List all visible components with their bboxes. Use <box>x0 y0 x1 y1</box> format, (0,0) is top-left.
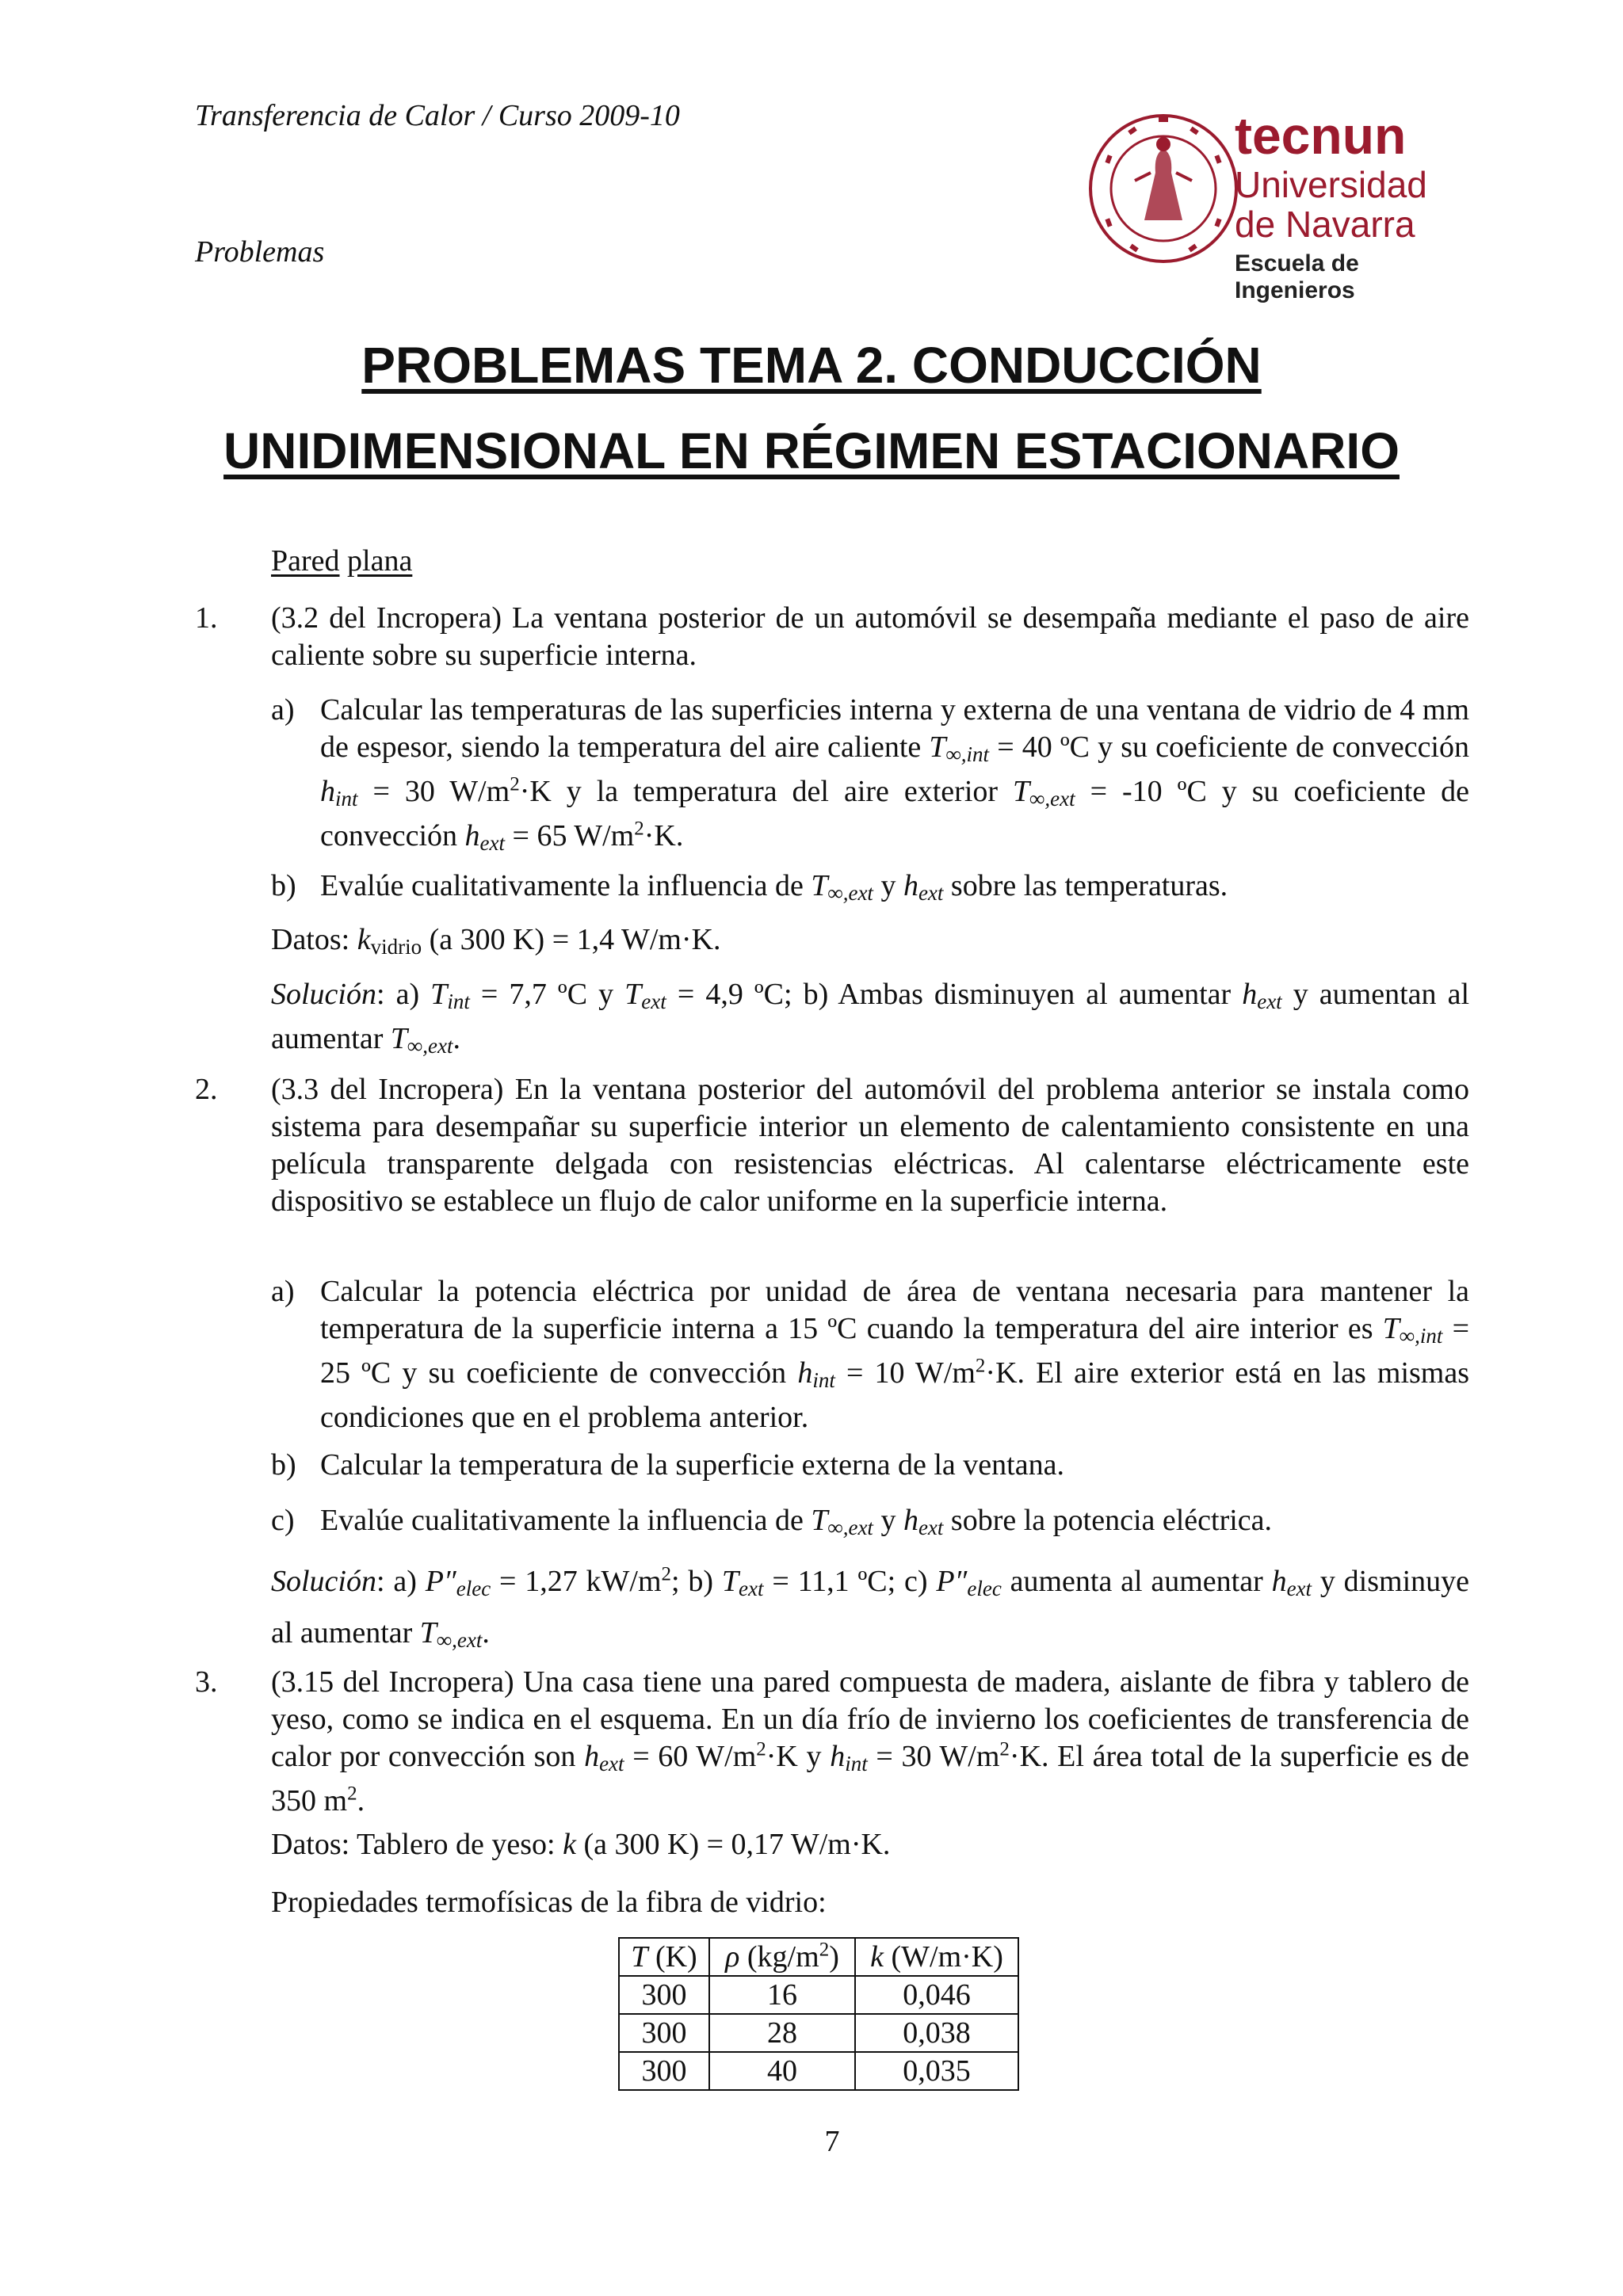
p2-sol-t1: : a) <box>376 1565 426 1598</box>
p3-datos-k: k <box>563 1828 576 1861</box>
p3-i-sup: 2 <box>999 1738 1010 1760</box>
logo-line2: de Navarra <box>1235 204 1415 245</box>
p1b-sub: ∞,ext <box>827 881 873 905</box>
p2-sol-sym: T <box>721 1565 739 1598</box>
table-cell: 28 <box>709 2014 855 2052</box>
p1-sol-sym: T <box>430 978 448 1011</box>
problem-2a-text <box>320 1273 1469 1436</box>
p2a-t1: Calcular la potencia eléctrica por unidad de área de ventana necesaria para mantener la temperatura de la superficie interna a 15 ºC cuando la temperatura del aire interior es <box>320 1275 1469 1345</box>
p1a-sym: T <box>1013 775 1030 808</box>
p2a-sym: h <box>797 1356 813 1390</box>
p2-sol-label: Solución <box>271 1565 376 1598</box>
p2a-sup: 2 <box>975 1355 986 1377</box>
p2-sol-t3: ; b) <box>671 1565 722 1598</box>
p2-sol-sub: ext <box>739 1577 764 1600</box>
p1-sol-t5: . <box>453 1022 460 1055</box>
problem-3-props-label: Propiedades termofísicas de la fibra de vidrio: <box>271 1886 827 1919</box>
th3-sym: k <box>870 1940 884 1974</box>
problem-1-intro: (3.2 del Incropera) La ventana posterior de un automóvil se desempaña mediante el paso de aire caliente sobre su superficie interna. <box>271 601 1469 672</box>
problem-1-number: 1. <box>195 601 218 635</box>
p1a-t6: = 65 W/m <box>505 819 635 852</box>
p1-sol-sym: h <box>1242 978 1258 1011</box>
table-header-cell <box>709 1938 855 1976</box>
page-title-line1: PROBLEMAS TEMA 2. CONDUCCIÓN <box>361 337 1262 394</box>
p2-sol-sub: elec <box>967 1577 1002 1600</box>
p3-i-sub: ext <box>599 1752 624 1775</box>
p2c-t3: sobre la potencia eléctrica. <box>943 1504 1273 1537</box>
logo-line1: Universidad <box>1235 164 1427 205</box>
table-header-cell <box>619 1938 709 1976</box>
p1b-sym: T <box>811 869 828 902</box>
university-seal-icon <box>1087 93 1246 284</box>
p2a-sub: ∞,int <box>1399 1324 1443 1348</box>
p1a-sym: h <box>320 775 335 808</box>
problem-2c-text <box>320 1502 1469 1547</box>
p1a-t7: ·K. <box>643 819 684 852</box>
p2c-sym: T <box>811 1504 828 1537</box>
p2a-sub: int <box>812 1368 835 1392</box>
university-logo <box>1087 93 1484 303</box>
th2-close: ) <box>829 1940 839 1974</box>
th1-sym: T <box>631 1940 648 1974</box>
section-heading-word1: Pared <box>271 544 340 578</box>
problem-3-number: 3. <box>195 1665 218 1699</box>
p2-sol-sub: elec <box>456 1577 491 1600</box>
p1-sol-sub: int <box>447 990 470 1013</box>
p2a-t4: ·K. El aire exterior está en las mismas condiciones que en el problema anterior. <box>320 1356 1469 1434</box>
p1a-t3: = 30 W/m <box>357 775 510 808</box>
p3-i-sym: h <box>830 1740 846 1773</box>
p1-datos-sub: vidrio <box>370 935 422 959</box>
p1a-sub: ext <box>479 831 506 855</box>
p1b-sub: ext <box>918 881 944 905</box>
p1a-sup: 2 <box>510 773 520 795</box>
p2-sol-sym: P″ <box>936 1565 968 1598</box>
p1a-sym: h <box>464 819 480 852</box>
p1-sol-sub: ext <box>641 990 666 1013</box>
properties-table-wrapper <box>618 1937 1019 2091</box>
p2-sol-sym: P″ <box>425 1565 456 1598</box>
p1-sol-sym: T <box>624 978 642 1011</box>
p1-sol-t4: y aumentan al aumentar <box>271 978 1470 1055</box>
p1b-t3: sobre las temperaturas. <box>943 869 1228 902</box>
p2-sol-sym: T <box>419 1616 437 1650</box>
problem-2-number: 2. <box>195 1073 218 1106</box>
p1a-sub: ∞,int <box>945 742 990 766</box>
logo-line3: Escuela de Ingenieros <box>1235 250 1359 303</box>
p1-datos-label: Datos: <box>271 923 357 956</box>
p1-sol-t3: = 4,9 ºC; b) Ambas disminuyen al aumentar <box>666 978 1243 1011</box>
problem-1a-text <box>320 692 1469 862</box>
p2a-t3: = 10 W/m <box>834 1356 976 1390</box>
table-cell: 0,038 <box>855 2014 1018 2052</box>
p2-sol-t4: = 11,1 ºC; c) <box>763 1565 937 1598</box>
p2-sol-t6: y disminuye al aumentar <box>271 1565 1470 1650</box>
th2-sup: 2 <box>819 1939 830 1961</box>
table-cell: 300 <box>619 1976 709 2014</box>
p1-sol-label: Solución <box>271 978 376 1011</box>
p2-sol-sub: ∞,ext <box>436 1628 483 1652</box>
table-header-row <box>619 1938 1018 1976</box>
logo-brand: tecnun <box>1235 106 1407 165</box>
p2c-t1: Evalúe cualitativamente la influencia de <box>320 1504 812 1537</box>
p2c-sub: ∞,ext <box>827 1516 873 1539</box>
p1a-sub: ∞,ext <box>1029 787 1075 810</box>
problem-1-solution <box>271 976 1469 1065</box>
p1-datos-k: k <box>357 923 371 956</box>
p1-sol-sym: T <box>390 1022 408 1055</box>
th2-sym: ρ <box>725 1940 740 1974</box>
p1a-sup: 2 <box>634 818 644 840</box>
p1a-sub: int <box>335 787 358 810</box>
p1-datos-rest: (a 300 K) = 1,4 W/m·K. <box>422 923 721 956</box>
p1-sol-t2: = 7,7 ºC y <box>469 978 625 1011</box>
th3-unit: (W/m·K) <box>883 1940 1003 1974</box>
problem-1b-label: b) <box>271 869 296 902</box>
p3-i-t5: ·K. El área total de la superficie es de 350 m <box>271 1740 1469 1817</box>
table-row <box>619 2014 1018 2052</box>
p1b-sym: h <box>903 869 918 902</box>
p2c-sym: h <box>903 1504 918 1537</box>
problem-1-datos <box>271 921 721 966</box>
table-cell: 16 <box>709 1976 855 2014</box>
p3-i-t1: (3.15 del Incropera) Una casa tiene una pared compuesta de madera, aislante de fibra y tablero de yeso, como se indica en el esquema. En un día frío de invierno los coeficientes de transferencia de calor por convección son <box>271 1665 1469 1773</box>
p2-sol-sup: 2 <box>661 1563 672 1585</box>
problem-3-datos <box>271 1826 890 1863</box>
section-heading <box>271 543 412 580</box>
p1-sol-sub: ∞,ext <box>407 1034 453 1058</box>
p3-i-t2: = 60 W/m <box>624 1740 757 1773</box>
p1b-t2: y <box>873 869 903 902</box>
p3-i-sym: h <box>584 1740 600 1773</box>
p3-i-t6: . <box>357 1784 365 1817</box>
table-header-cell <box>855 1938 1018 1976</box>
p1a-sym: T <box>929 730 946 764</box>
p3-i-sup: 2 <box>347 1783 357 1805</box>
problem-2b-text: Calcular la temperatura de la superficie externa de la ventana. <box>320 1448 1064 1482</box>
th1-unit: (K) <box>647 1940 697 1974</box>
problem-3-intro <box>271 1664 1469 1820</box>
p2c-sub: ext <box>918 1516 944 1539</box>
problem-2-intro: (3.3 del Incropera) En la ventana posterior del automóvil del problema anterior se instala como sistema para desempañar su superficie interior un elemento de calentamiento consistente en una película transparente delgada con resistencias eléctricas. Al calentarse eléctricamente este dispositivo se establece un flujo de calor uniforme en la superficie interna. <box>271 1073 1469 1218</box>
page-number: 7 <box>824 2125 840 2158</box>
p1a-t2: = 40 ºC y su coeficiente de convección <box>989 730 1469 764</box>
table-cell: 300 <box>619 2014 709 2052</box>
p2-sol-t2: = 1,27 kW/m <box>491 1565 662 1598</box>
table-cell: 300 <box>619 2052 709 2090</box>
p1b-t1: Evalúe cualitativamente la influencia de <box>320 869 812 902</box>
p1a-t4: ·K y la temperatura del aire exterior <box>519 775 1014 808</box>
p1-sol-sub: ext <box>1257 990 1282 1013</box>
p3-i-t3: ·K y <box>766 1740 831 1773</box>
section-header: Problemas <box>195 235 325 269</box>
p1a-t1: Calcular las temperaturas de las superficies interna y externa de una ventana de vidrio de 4 mm de espesor, siendo la temperatura del aire caliente <box>320 693 1469 764</box>
p3-datos-t1: Datos: Tablero de yeso: <box>271 1828 563 1861</box>
properties-table <box>618 1937 1019 2091</box>
problem-2a-label: a) <box>271 1275 295 1308</box>
p2a-sym: T <box>1382 1312 1400 1345</box>
p1a-t5: = -10 ºC y su coeficiente de convección <box>320 775 1470 852</box>
table-cell: 0,046 <box>855 1976 1018 2014</box>
th2-unit: (kg/m <box>739 1940 819 1974</box>
table-cell: 0,035 <box>855 2052 1018 2090</box>
page-title-line2: UNIDIMENSIONAL EN RÉGIMEN ESTACIONARIO <box>223 422 1400 479</box>
p3-i-t4: = 30 W/m <box>867 1740 1000 1773</box>
p3-i-sup: 2 <box>756 1738 766 1760</box>
table-cell: 40 <box>709 2052 855 2090</box>
problem-2b-label: b) <box>271 1448 296 1482</box>
p2-sol-sym: h <box>1271 1565 1287 1598</box>
table-row <box>619 2052 1018 2090</box>
p3-datos-t2: (a 300 K) = 0,17 W/m·K. <box>575 1828 891 1861</box>
course-header: Transferencia de Calor / Curso 2009-10 <box>195 99 680 132</box>
section-heading-word2: plana <box>347 544 413 578</box>
table-row <box>619 1976 1018 2014</box>
p2-sol-t7: . <box>482 1616 490 1650</box>
problem-2c-label: c) <box>271 1504 295 1537</box>
p2c-t2: y <box>873 1504 903 1537</box>
p3-i-sub: int <box>845 1752 868 1775</box>
p2-sol-sub: ext <box>1286 1577 1312 1600</box>
p2a-t2: = 25 ºC y su coeficiente de convección <box>320 1312 1470 1390</box>
problem-2-solution <box>271 1559 1469 1662</box>
problem-1a-label: a) <box>271 693 295 727</box>
p1-sol-t1: : a) <box>376 978 431 1011</box>
p2-sol-t5: aumenta al aumentar <box>1001 1565 1272 1598</box>
problem-1b-text <box>320 868 1469 912</box>
